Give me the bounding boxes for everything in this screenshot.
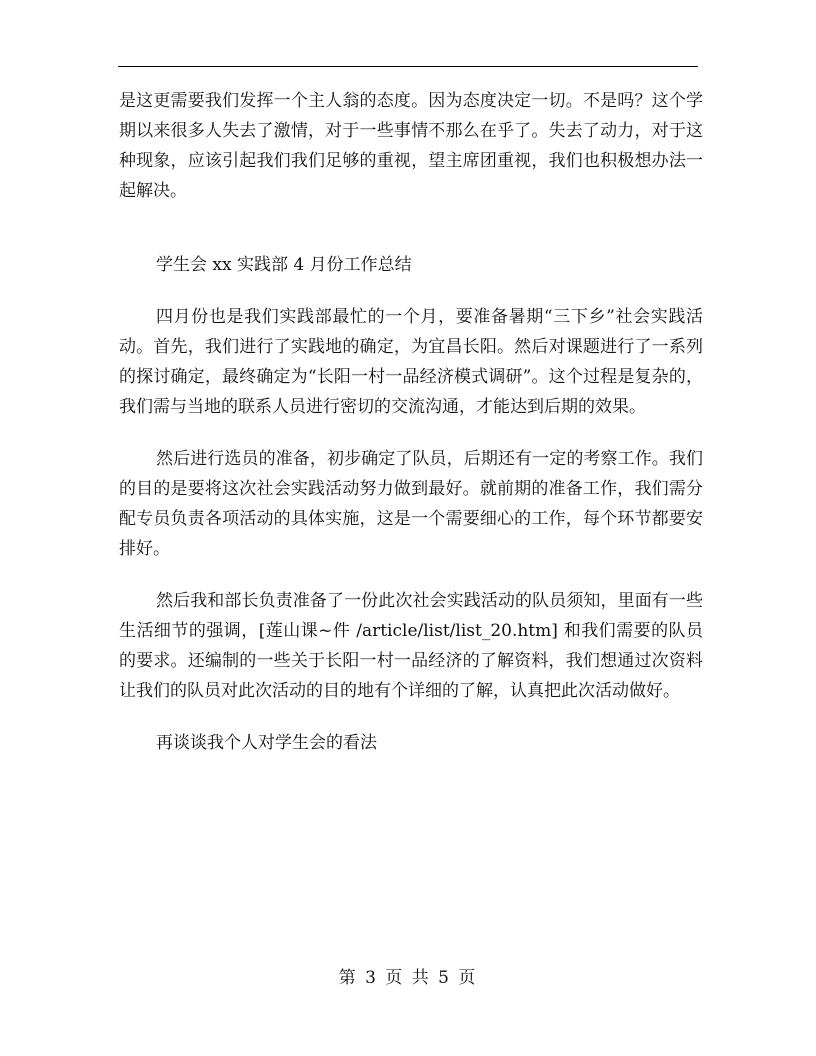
paragraph-member-selection: 然后进行选员的准备，初步确定了队员，后期还有一定的考察工作。我们的目的是要将这次社会实践活动努力做到最好。就前期的准备工作，我们需分配专员负责各项活动的具体实施，这是一个需要细心的工作，每个环节都要安排好。 — [119, 449, 703, 559]
document-body — [119, 86, 703, 758]
paragraph-member-guide: 然后我和部长负责准备了一份此次社会实践活动的队员须知，里面有一些生活细节的强调，[莲山课~件 /article/list/list_20.htm] 和我们需要的队员的要求。还编制的一些关于长阳一村一品经济的了解资料，我们想通过次资料让我们的队员对此次活动的目的地有个详细的了解，认真把此次活动做好。 — [119, 591, 703, 701]
paragraph-continuation: 是这更需要我们发挥一个主人翁的态度。因为态度决定一切。不是吗？这个学期以来很多人失去了激情，对于一些事情不那么在乎了。失去了动力，对于这种现象，应该引起我们我们足够的重视，望主席团重视，我们也积极想办法一起解决。 — [119, 91, 703, 201]
page-number-footer: 第 3 页 共 5 页 — [338, 968, 478, 988]
header-rule — [118, 66, 698, 67]
section-heading-april-summary: 学生会 xx 实践部 4 月份工作总结 — [156, 255, 412, 275]
paragraph-april-overview: 四月份也是我们实践部最忙的一个月，要准备暑期“三下乡”社会实践活动。首先，我们进行了实践地的确定，为宜昌长阳。然后对课题进行了一系列的探讨确定，最终确定为“长阳一村一品经济模式调研”。这个过程是复杂的，我们需与当地的联系人员进行密切的交流沟通，才能达到后期的效果。 — [119, 307, 703, 417]
section-heading-personal-view: 再谈谈我个人对学生会的看法 — [156, 733, 377, 753]
